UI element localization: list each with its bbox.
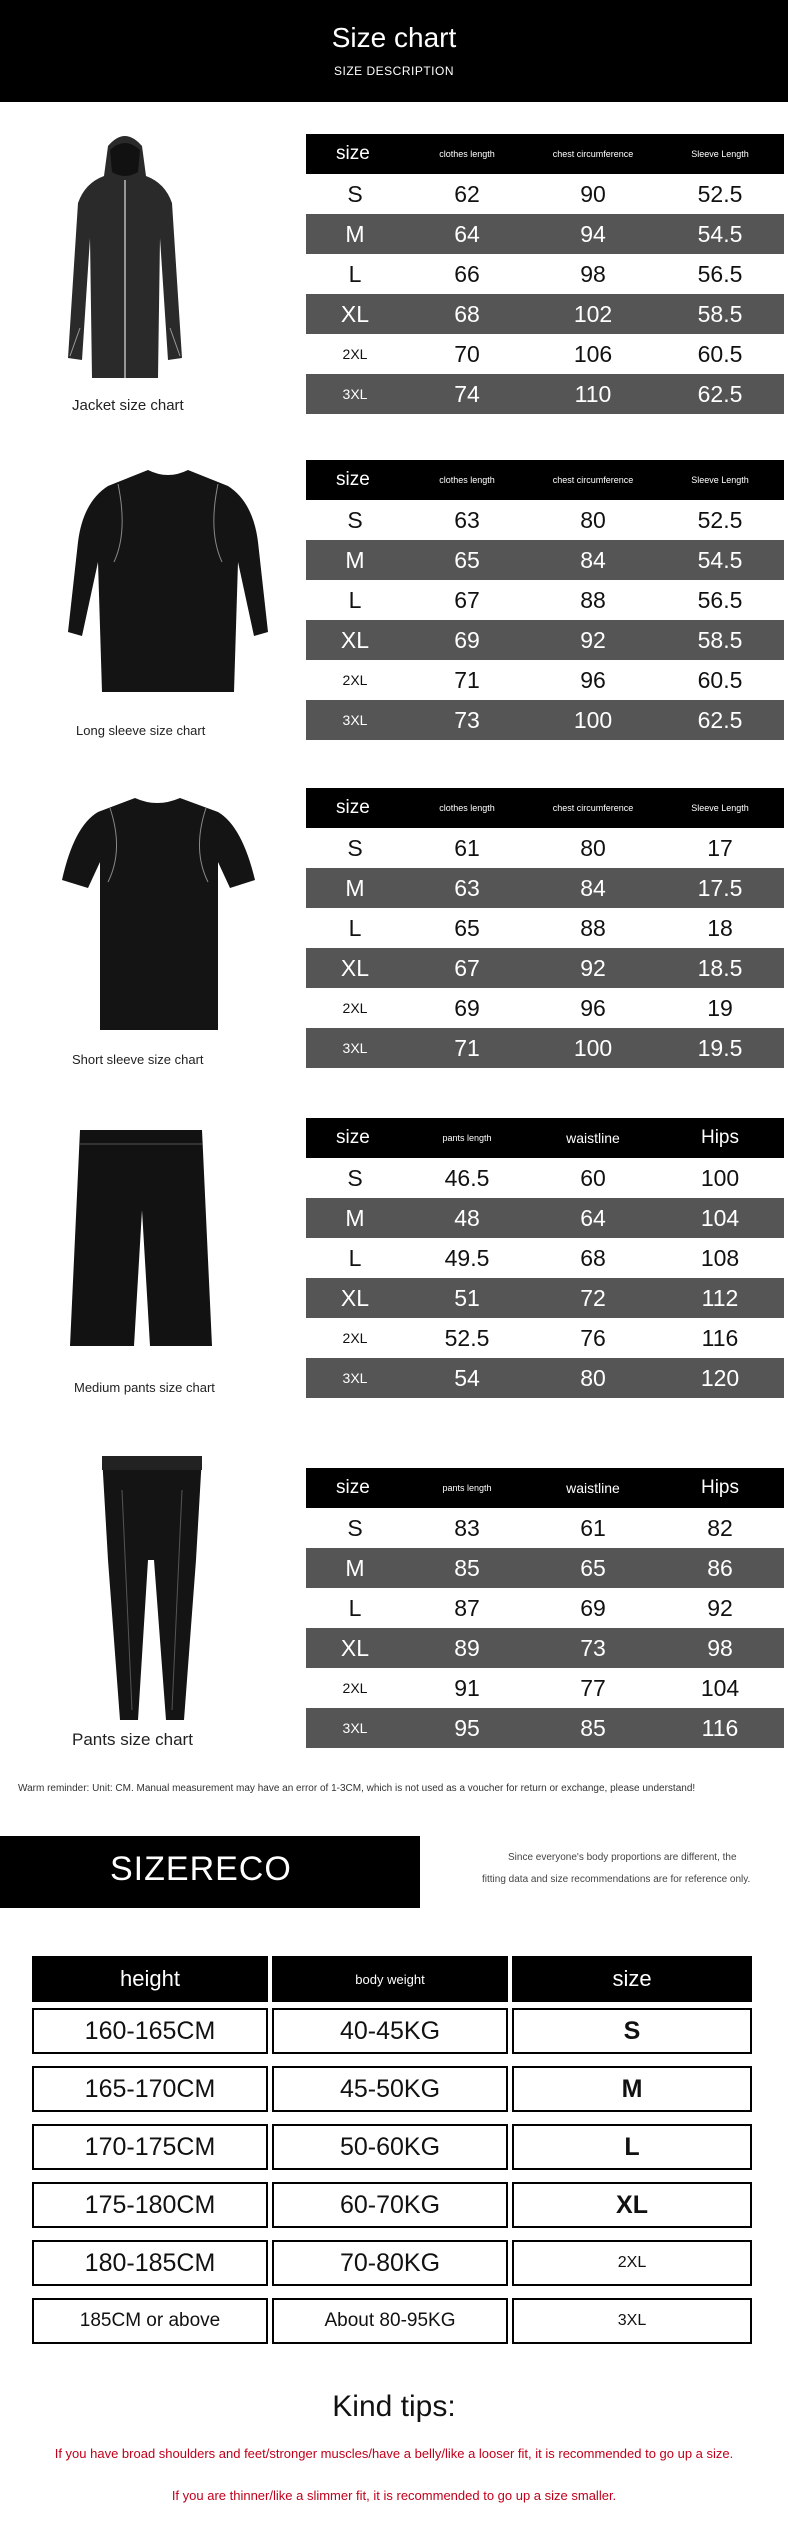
column-header: clothes length [439,475,495,485]
size-table [306,1118,784,1398]
table-cell: 54.5 [697,220,743,247]
table-cell: 94 [580,220,606,247]
table-cell: S [347,1164,363,1191]
table-cell: 2XL [342,1330,368,1346]
size-table [306,460,784,740]
table-cell: 62.5 [697,380,743,407]
page-title: Size chart [331,22,457,53]
table-cell: M [345,1204,365,1231]
table-cell: L [348,260,362,287]
table-cell: 52.5 [444,1324,490,1351]
table-cell: 63 [454,506,480,533]
table-cell: 62 [454,180,480,207]
table-cell: 100 [573,1034,613,1061]
table-cell: 65 [580,1554,606,1581]
table-row [306,1198,784,1238]
pants-image [92,1450,212,1725]
table-cell: 56.5 [697,260,743,287]
reco-note: Since everyone's body proportions are different, the [508,1852,737,1863]
table-cell: 92 [580,626,606,653]
table-cell: 51 [454,1284,480,1311]
table-cell: L [348,1594,362,1621]
medium-pants-image [66,1126,216,1356]
table-cell: 72 [580,1284,606,1311]
column-header: pants length [442,1133,492,1143]
table-row [306,700,784,740]
column-header: Hips [700,1477,739,1498]
table-header-row [306,788,784,828]
table-cell: 2XL [342,346,368,362]
table-row [306,294,784,334]
column-header: size [336,1127,370,1148]
table-row [306,1668,784,1708]
long-sleeve-image [58,462,278,712]
table-cell: XL [340,626,370,653]
column-header: clothes length [439,149,495,159]
table-row [306,868,784,908]
table-cell: XL [340,300,370,327]
table-cell: 87 [454,1594,480,1621]
table-cell: 56.5 [697,586,743,613]
table-cell: XL [340,1634,370,1661]
reco-cell: 165-170CM [32,2066,268,2112]
table-cell: 3XL [342,1040,368,1056]
chart-caption: Medium pants size chart [74,1380,215,1395]
reco-cell: 70-80KG [272,2240,508,2286]
table-cell: 19.5 [697,1034,743,1061]
table-cell: L [348,914,362,941]
reco-cell: S [512,2008,752,2054]
table-row [306,580,784,620]
reco-note: fitting data and size recommendations are for reference only. [482,1874,751,1885]
reco-cell: 180-185CM [32,2240,268,2286]
table-row [306,620,784,660]
table-cell: L [348,1244,362,1271]
table-cell: S [347,1514,363,1541]
table-cell: 17.5 [697,874,743,901]
chart-caption: Long sleeve size chart [76,723,206,738]
table-cell: 84 [580,874,606,901]
reco-cell: M [512,2066,752,2112]
table-cell: 2XL [342,1680,368,1696]
table-cell: 54 [454,1364,480,1391]
reco-cell: 50-60KG [272,2124,508,2170]
table-cell: 64 [580,1204,606,1231]
kind-tip-line: If you are thinner/like a slimmer fit, it is recommended to go up a size smaller. [171,2488,617,2503]
table-row [306,908,784,948]
table-cell: 76 [580,1324,606,1351]
table-cell: 80 [580,506,606,533]
column-header: clothes length [439,803,495,813]
table-row [306,1588,784,1628]
table-cell: 66 [454,260,480,287]
table-cell: 104 [700,1204,740,1231]
table-cell: 74 [454,380,480,407]
table-cell: 68 [454,300,480,327]
table-cell: 62.5 [697,706,743,733]
reco-cell: 160-165CM [32,2008,268,2054]
size-table [306,1468,784,1748]
table-cell: 61 [454,834,480,861]
table-cell: 88 [580,586,606,613]
reco-cell: 175-180CM [32,2182,268,2228]
jacket-image [60,128,190,393]
table-cell: 3XL [342,386,368,402]
kind-tip-line: If you have broad shoulders and feet/stronger muscles/have a belly/like a looser fit, it is recommended to go up a size. [54,2446,734,2461]
table-row [306,374,784,414]
column-header: Hips [700,1127,739,1148]
short-sleeve-image [50,790,265,1040]
table-cell: 67 [454,954,480,981]
table-row [306,254,784,294]
table-cell: 60 [580,1164,606,1191]
reco-column-header: height [32,1956,268,2002]
chart-caption: Pants size chart [72,1730,193,1749]
reco-cell: 170-175CM [32,2124,268,2170]
column-header: Sleeve Length [691,475,749,485]
chart-caption: Short sleeve size chart [72,1052,204,1067]
table-header-row [306,134,784,174]
reco-cell: 45-50KG [272,2066,508,2112]
table-row [306,1708,784,1748]
size-table [306,788,784,1068]
table-cell: M [345,220,365,247]
table-cell: 54.5 [697,546,743,573]
table-cell: 3XL [342,1720,368,1736]
reco-column-header: size [512,1956,752,2002]
reco-cell: 60-70KG [272,2182,508,2228]
column-header: size [336,143,370,164]
table-cell: 80 [580,834,606,861]
table-row [306,1278,784,1318]
table-row [306,174,784,214]
column-header: chest circumference [552,149,634,159]
table-cell: 96 [580,994,606,1021]
warm-reminder: Warm reminder: Unit: CM. Manual measurement may have an error of 1-3CM, which is not used as a voucher for return or exchange, please understand! [18,1783,696,1794]
table-cell: 60.5 [697,340,743,367]
table-cell: 110 [574,380,612,407]
table-cell: 89 [454,1634,480,1661]
table-cell: 58.5 [697,626,743,653]
table-cell: 46.5 [444,1164,490,1191]
table-cell: 106 [573,340,613,367]
table-cell: 91 [454,1674,480,1701]
table-cell: 3XL [342,1370,368,1386]
table-cell: 52.5 [697,180,743,207]
page-header [0,0,788,102]
table-row [306,1238,784,1278]
reco-cell: 3XL [512,2298,752,2344]
table-cell: 85 [580,1714,606,1741]
table-cell: M [345,546,365,573]
table-cell: S [347,506,363,533]
table-cell: 70 [454,340,480,367]
table-cell: 18 [707,914,733,941]
reco-column-header: body weight [272,1956,508,2002]
table-cell: 96 [580,666,606,693]
reco-cell: 2XL [512,2240,752,2286]
table-cell: 18.5 [697,954,743,981]
column-header: waistline [566,1130,620,1146]
table-cell: 98 [707,1634,733,1661]
reco-cell: 185CM or above [32,2298,268,2344]
table-cell: 67 [454,586,480,613]
table-row [306,660,784,700]
table-cell: 2XL [342,672,368,688]
reco-cell: XL [512,2182,752,2228]
column-header: pants length [442,1483,492,1493]
table-cell: 116 [701,1324,739,1351]
table-cell: 3XL [342,712,368,728]
table-cell: XL [340,954,370,981]
table-cell: M [345,1554,365,1581]
table-cell: 61 [580,1514,606,1541]
table-row [306,1548,784,1588]
table-row [306,540,784,580]
table-row [306,988,784,1028]
table-cell: 86 [707,1554,733,1581]
table-cell: S [347,834,363,861]
table-cell: 90 [580,180,606,207]
reco-title: SIZERECO [110,1850,292,1888]
table-cell: 112 [701,1284,739,1311]
table-cell: 65 [454,546,480,573]
table-row [306,1318,784,1358]
column-header: size [336,1477,370,1498]
table-cell: 65 [454,914,480,941]
table-cell: 92 [707,1594,733,1621]
table-cell: 71 [454,666,480,693]
table-header-row [306,460,784,500]
table-row [306,1628,784,1668]
table-cell: 69 [454,626,480,653]
table-cell: 100 [700,1164,740,1191]
table-cell: 17 [707,834,733,861]
column-header: waistline [566,1480,620,1496]
table-cell: 104 [700,1674,740,1701]
table-cell: 77 [580,1674,606,1701]
table-cell: 84 [580,546,606,573]
table-cell: 82 [707,1514,733,1541]
table-cell: 60.5 [697,666,743,693]
reco-cell: L [512,2124,752,2170]
table-row [306,214,784,254]
reco-cell: About 80-95KG [272,2298,508,2344]
table-cell: 68 [580,1244,606,1271]
table-cell: 19 [707,994,733,1021]
table-cell: 120 [700,1364,740,1391]
reco-cell: 40-45KG [272,2008,508,2054]
table-cell: 100 [573,706,613,733]
table-cell: 73 [580,1634,606,1661]
table-cell: 71 [454,1034,480,1061]
table-cell: 108 [700,1244,740,1271]
table-row [306,1508,784,1548]
column-header: Sleeve Length [691,803,749,813]
table-row [306,948,784,988]
table-cell: 63 [454,874,480,901]
table-row [306,828,784,868]
table-cell: S [347,180,363,207]
table-header-row [306,1468,784,1508]
table-cell: 98 [580,260,606,287]
table-cell: 2XL [342,1000,368,1016]
table-cell: 64 [454,220,480,247]
table-row [306,1158,784,1198]
table-row [306,1028,784,1068]
column-header: chest circumference [552,803,634,813]
table-cell: 48 [454,1204,480,1231]
page-subtitle: SIZE DESCRIPTION [333,64,454,78]
table-row [306,334,784,374]
table-cell: 88 [580,914,606,941]
table-header-row [306,1118,784,1158]
table-cell: 92 [580,954,606,981]
table-cell: 80 [580,1364,606,1391]
table-cell: 85 [454,1554,480,1581]
table-cell: XL [340,1284,370,1311]
column-header: size [336,469,370,490]
table-cell: M [345,874,365,901]
table-cell: L [348,586,362,613]
table-cell: 69 [454,994,480,1021]
kind-tips-title: Kind tips: [332,2390,456,2423]
table-cell: 116 [701,1714,739,1741]
table-cell: 52.5 [697,506,743,533]
table-row [306,1358,784,1398]
table-cell: 83 [454,1514,480,1541]
table-cell: 73 [454,706,480,733]
column-header: Sleeve Length [691,149,749,159]
table-cell: 102 [573,300,613,327]
table-row [306,500,784,540]
table-cell: 58.5 [697,300,743,327]
chart-caption: Jacket size chart [72,397,184,414]
table-cell: 49.5 [444,1244,490,1271]
size-table [306,134,784,414]
column-header: size [336,797,370,818]
table-cell: 95 [454,1714,480,1741]
column-header: chest circumference [552,475,634,485]
table-cell: 69 [580,1594,606,1621]
